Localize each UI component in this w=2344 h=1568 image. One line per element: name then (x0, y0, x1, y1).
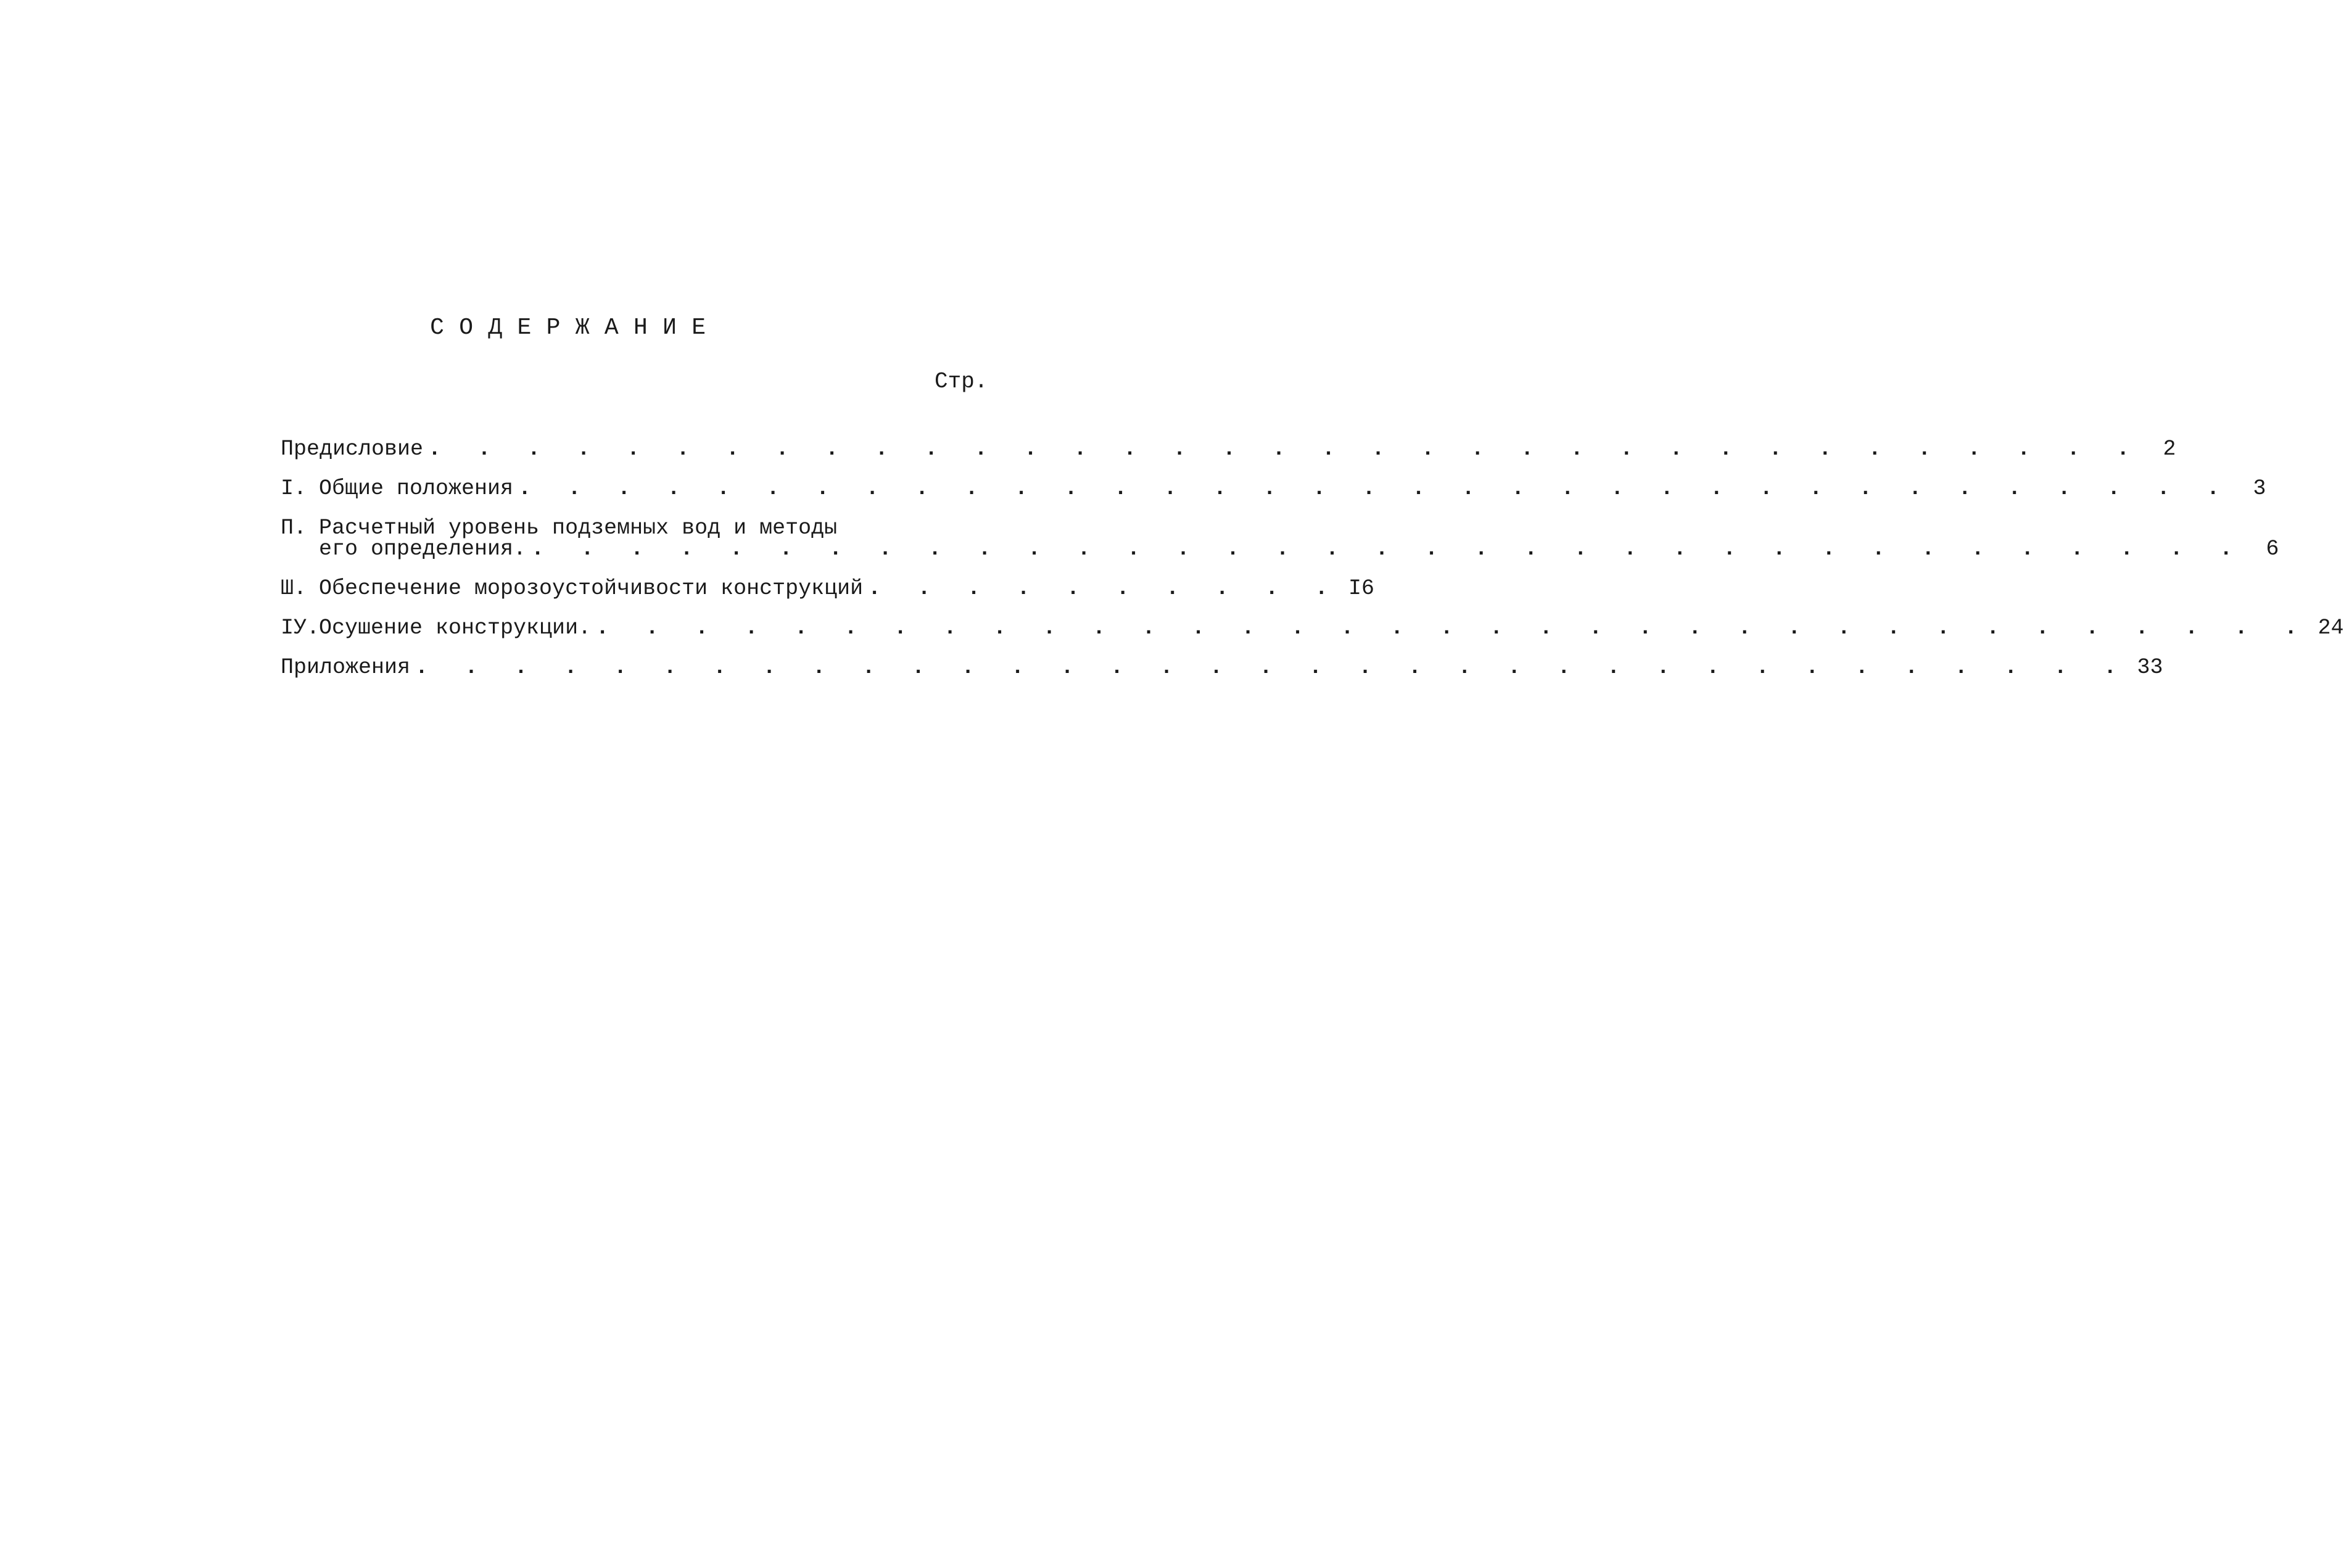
toc-page-number: 24 (2317, 616, 2344, 640)
toc-page-number: 3 (2253, 476, 2266, 501)
toc-page-number: 33 (2137, 655, 2163, 680)
toc-section-number: IУ. (281, 616, 320, 640)
toc-entry-label: Общие положения (319, 476, 514, 501)
toc-entry-section-3 (281, 576, 1374, 601)
toc-entry-label: Приложения (281, 655, 411, 680)
toc-entry-label-line-1: Расчетный уровень подземных вод и методы (319, 516, 838, 540)
toc-page-number: 6 (2266, 537, 2279, 561)
toc-section-number: Ш. (281, 576, 307, 601)
table-of-contents (281, 437, 2344, 680)
toc-entry-section-4 (281, 616, 2344, 640)
toc-page-number: I6 (1348, 576, 1374, 601)
toc-section-number: I. (281, 476, 307, 501)
document-title: С О Д Е Р Ж А Н И Е (430, 315, 706, 341)
toc-entry-section-1 (281, 476, 2266, 501)
dot-leader: . . . . . . . . . . . . . . . . . . . . . . . . . . . . . . . . . . . (531, 537, 2245, 561)
toc-entry-label: Предисловие (281, 437, 424, 461)
toc-entry-appendix (281, 655, 2163, 680)
toc-entry-label: Обеспечение морозоустойчивости конструкций (319, 576, 864, 601)
dot-leader: . . . . . . . . . . . . . . . . . . . . . . . . . . . . . . . . . . . (415, 655, 2129, 680)
dot-leader: . . . . . . . . . . . . . . . . . . . . . . . . . . . . . . . . . . . (518, 476, 2232, 501)
dot-leader: . . . . . . . . . . (868, 576, 1340, 601)
toc-section-number: П. (281, 516, 307, 540)
toc-entry-label-line-2: его определения. (319, 537, 527, 561)
toc-entry-section-2 (281, 516, 2279, 561)
toc-entry-preface (281, 437, 2176, 461)
toc-entry-label: Осушение конструкции. (319, 616, 592, 640)
dot-leader: . . . . . . . . . . . . . . . . . . . . . . . . . . . . . . . . . . . (596, 616, 2309, 640)
page-column-label: Стр. (935, 369, 988, 394)
dot-leader: . . . . . . . . . . . . . . . . . . . . . . . . . . . . . . . . . . . (428, 437, 2142, 461)
toc-page-number: 2 (2163, 437, 2176, 461)
